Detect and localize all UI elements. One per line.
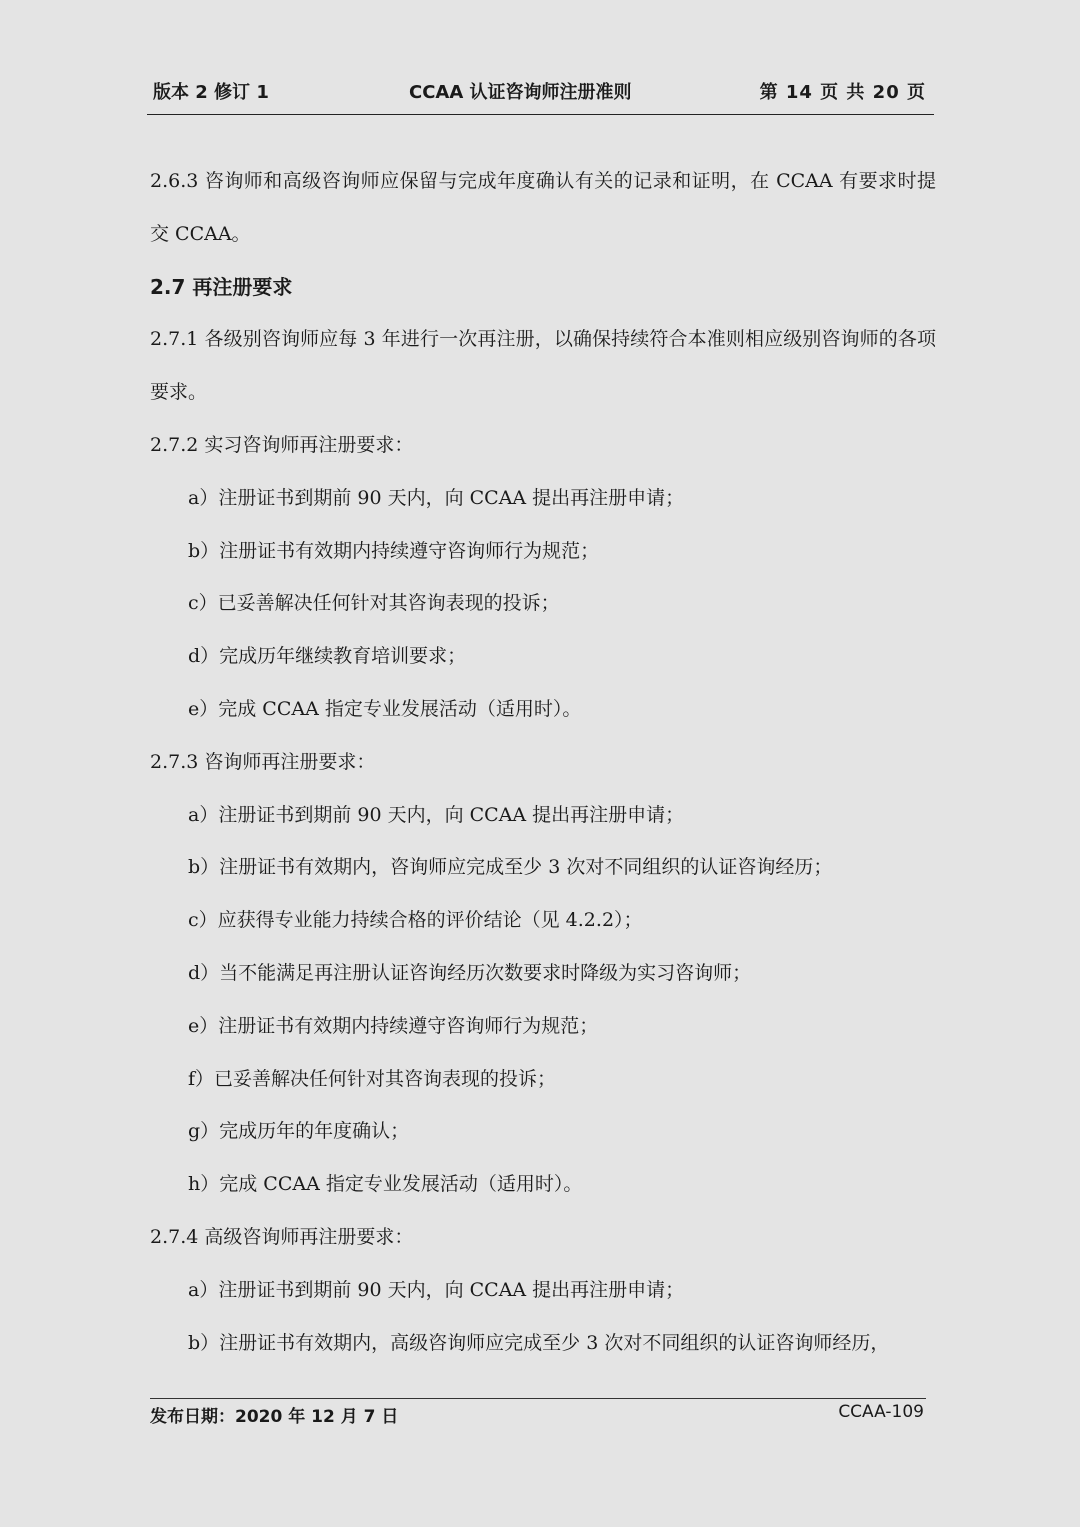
- list-item: f）已妥善解决任何针对其咨询表现的投诉；: [188, 1067, 557, 1090]
- list-item: g）完成历年的年度确认；: [188, 1120, 410, 1143]
- list-item: b）注册证书有效期内持续遵守咨询师行为规范；: [188, 539, 600, 562]
- header-page-number: 第 14 页 共 20 页: [759, 82, 926, 103]
- clause-2-7-1-line-1: 2.7.1 各级别咨询师应每 3 年进行一次再注册，以确保持续符合本准则相应级别咨询师的各项: [150, 328, 936, 351]
- list-item: h）完成 CCAA 指定专业发展活动（适用时）。: [188, 1173, 583, 1196]
- list-item: b）注册证书有效期内，咨询师应完成至少 3 次对不同组织的认证咨询经历；: [188, 856, 833, 879]
- document-body: [150, 159, 936, 1373]
- footer-publish-date: 发布日期：2020 年 12 月 7 日: [150, 1407, 399, 1427]
- list-item: c）应获得专业能力持续合格的评价结论（见 4.2.2）；: [188, 909, 643, 932]
- list-item: a）注册证书到期前 90 天内，向 CCAA 提出再注册申请；: [188, 1278, 685, 1301]
- header-document-title: CCAA 认证咨询师注册准则: [409, 82, 632, 103]
- clause-2-7-2-heading: 2.7.2 实习咨询师再注册要求：: [150, 433, 414, 456]
- page-footer: [150, 1402, 926, 1430]
- list-item: e）注册证书有效期内持续遵守咨询师行为规范；: [188, 1014, 599, 1037]
- list-item: b）注册证书有效期内，高级咨询师应完成至少 3 次对不同组织的认证咨询师经历，: [188, 1331, 890, 1354]
- list-item: e）完成 CCAA 指定专业发展活动（适用时）。: [188, 697, 582, 720]
- list-item: a）注册证书到期前 90 天内，向 CCAA 提出再注册申请；: [188, 486, 685, 509]
- list-item: d）当不能满足再注册认证咨询经历次数要求时降级为实习咨询师；: [188, 961, 752, 984]
- clause-2-7-3-heading: 2.7.3 咨询师再注册要求：: [150, 750, 376, 773]
- header-version: 版本 2 修订 1: [153, 82, 269, 103]
- header-divider: [147, 114, 934, 115]
- footer-document-code: CCAA-109: [838, 1402, 924, 1422]
- page-header: [147, 74, 934, 106]
- clause-2-7-4-heading: 2.7.4 高级咨询师再注册要求：: [150, 1225, 414, 1248]
- section-2-7-heading: 2.7 再注册要求: [150, 274, 293, 299]
- list-item: a）注册证书到期前 90 天内，向 CCAA 提出再注册申请；: [188, 803, 685, 826]
- clause-2-6-3-line-2: 交 CCAA。: [150, 222, 251, 245]
- list-item: d）完成历年继续教育培训要求；: [188, 645, 467, 668]
- clause-2-7-1-line-2: 要求。: [150, 381, 208, 404]
- clause-2-6-3-line-1: 2.6.3 咨询师和高级咨询师应保留与完成年度确认有关的记录和证明，在 CCAA 有要求时提: [150, 170, 936, 192]
- footer-divider: [150, 1398, 926, 1399]
- list-item: c）已妥善解决任何针对其咨询表现的投诉；: [188, 592, 560, 615]
